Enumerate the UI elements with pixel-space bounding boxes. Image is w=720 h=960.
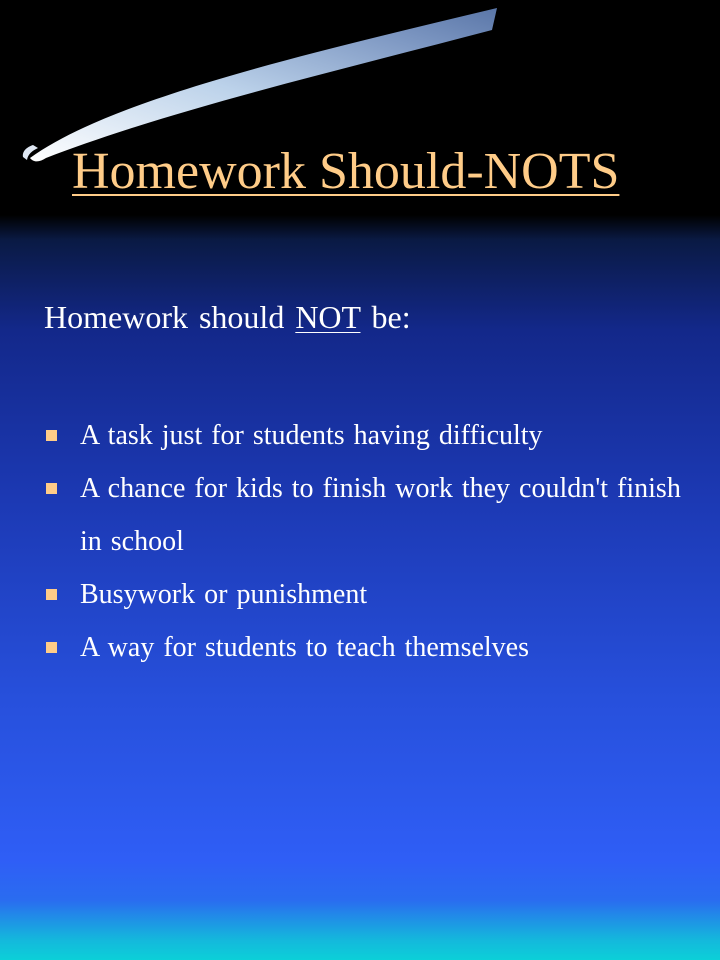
bullet-item [44, 568, 704, 621]
intro-text-start: Homework should [44, 299, 296, 335]
intro-line [44, 293, 411, 341]
square-bullet-icon [46, 642, 57, 653]
square-bullet-icon [46, 589, 57, 600]
intro-text-end: be: [360, 299, 411, 335]
bullet-text: Busywork or punishment [80, 579, 368, 610]
bullet-text: A way for students to teach themselves [80, 632, 530, 663]
slide-title: Homework Should-NOTS [72, 143, 620, 200]
square-bullet-icon [46, 483, 57, 494]
bullet-item [44, 409, 704, 462]
bullet-text: A chance for kids to finish work they couldn't finish in school [80, 473, 681, 557]
square-bullet-icon [46, 430, 57, 441]
bullet-item [44, 462, 704, 568]
bullet-item [44, 621, 704, 674]
intro-emphasis: NOT [295, 299, 361, 335]
bullet-text: A task just for students having difficulty [80, 420, 543, 451]
bullet-list [44, 409, 704, 674]
